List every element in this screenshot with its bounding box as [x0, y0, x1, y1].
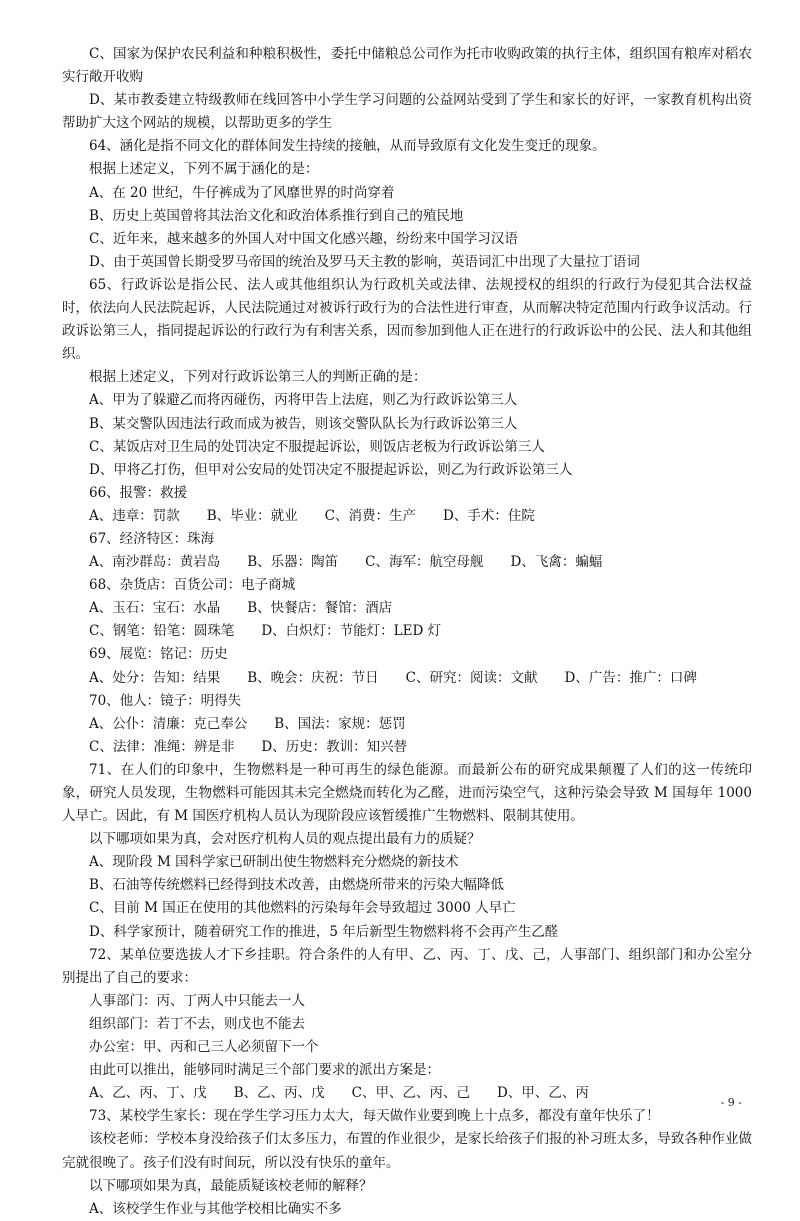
requirement-hr: 人事部门：丙、丁两人中只能去一人	[89, 992, 305, 1009]
option-d-65: D、甲将乙打伤，但甲对公安局的处罚决定不服提起诉讼，则乙为行政诉讼第三人	[89, 461, 573, 478]
question-73: 73、某校学生家长：现在学生学习压力太大，每天做作业要到晚上十点多，都没有童年快乐了！	[89, 1108, 660, 1125]
question-68: 68、杂货店：百货公司：电子商城	[89, 577, 296, 594]
question-72-prompt: 由此可以推出，能够同时满足三个部门要求的派出方案是：	[89, 1062, 440, 1079]
question-65: 65、行政诉讼是指公民、法人或其他组织认为行政机关或法律、法规授权的组织的行政行为侵犯其合法权益时，依法向人民法院起诉，人民法院通过对被诉行政行为的合法性进行审查，从而解决特定范围内行政争议活动。行政诉讼第三人，指同提起诉讼的行政行为有利害关系，因而参加到他人正在进行的行政诉讼中的公民、法人和其他组织。	[62, 276, 752, 363]
question-71: 71、在人们的印象中，生物燃料是一种可再生的绿色能源。而最新公布的研究成果颠覆了人们的这一传统印象，研究人员发现，生物燃料可能因其未完全燃烧而转化为乙醛，进而污染空气，这种污染会导致 M 国每年 1000 人早亡。因此，有 M 国医疗机构人员认为现阶段应该暂缓推广生物燃料、限制其使用。	[62, 761, 752, 825]
question-69: 69、展览：铭记：历史	[89, 646, 228, 663]
question-65-prompt: 根据上述定义，下列对行政诉讼第三人的判断正确的是：	[89, 369, 427, 386]
question-64-prompt: 根据上述定义，下列不属于涵化的是：	[89, 161, 319, 178]
question-73-prompt: 以下哪项如果为真，最能质疑该校老师的解释？	[89, 1177, 373, 1194]
option-a-73: A、该校学生作业与其他学校相比确实不多	[89, 1200, 342, 1217]
options-68-ab: A、玉石：宝石：水晶 B、快餐店：餐馆：酒店	[89, 600, 393, 617]
option-c-71: C、目前 M 国正在使用的其他燃料的污染每年会导致超过 3000 人早亡	[89, 900, 516, 917]
option-b-71: B、石油等传统燃料已经得到技术改善，由燃烧所带来的污染大幅降低	[89, 877, 504, 894]
requirement-org: 组织部门：若丁不去，则戊也不能去	[89, 1015, 305, 1032]
options-66: A、违章：罚款 B、毕业：就业 C、消费：生产 D、手术：住院	[89, 507, 535, 524]
option-d-63: D、某市教委建立特级教师在线回答中小学生学习问题的公益网站受到了学生和家长的好评，一家教育机构出资帮助扩大这个网站的规模，以帮助更多的学生	[62, 92, 752, 132]
document-body	[62, 43, 752, 1221]
option-d-71: D、科学家预计，随着研究工作的推进，5 年后新型生物燃料将不会再产生乙醛	[89, 923, 559, 940]
question-64: 64、涵化是指不同文化的群体间发生持续的接触，从而导致原有文化发生变迁的现象。	[89, 138, 606, 155]
option-c-65: C、某饭店对卫生局的处罚决定不服提起诉讼，则饭店老板为行政诉讼第三人	[89, 438, 545, 455]
option-c-63: C、国家为保护农民利益和种粮积极性，委托中储粮总公司作为托市收购政策的执行主体，组织国有粮库对稻农实行敞开收购	[62, 46, 752, 86]
question-66: 66、报警：救援	[89, 484, 188, 501]
option-a-65: A、甲为了躲避乙而将丙碰伤，丙将甲告上法庭，则乙为行政诉讼第三人	[89, 392, 518, 409]
question-70: 70、他人：镜子：明得失	[89, 692, 242, 709]
teacher-statement: 该校老师：学校本身没给孩子们太多压力，布置的作业很少，是家长给孩子们报的补习班太多，导致各种作业做完就很晚了。孩子们没有时间玩，所以没有快乐的童年。	[62, 1131, 752, 1171]
options-70-cd: C、法律：准绳：辨是非 D、历史：教训：知兴替	[89, 738, 408, 755]
options-70-ab: A、公仆：清廉：克己奉公 B、国法：家规：惩罚	[89, 715, 406, 732]
option-c-64: C、近年来，越来越多的外国人对中国文化感兴趣，纷纷来中国学习汉语	[89, 230, 518, 247]
question-72: 72、某单位要选拔人才下乡挂职。符合条件的人有甲、乙、丙、丁、戊、己，人事部门、组织部门和办公室分别提出了自己的要求：	[62, 946, 752, 986]
question-71-prompt: 以下哪项如果为真，会对医疗机构人员的观点提出最有力的质疑？	[89, 831, 481, 848]
option-b-64: B、历史上英国曾将其法治文化和政治体系推行到自己的殖民地	[89, 207, 464, 224]
options-69: A、处分：告知：结果 B、晚会：庆祝：节日 C、研究：阅读：文献 D、广告：推广：口碑	[89, 669, 697, 686]
question-67: 67、经济特区：珠海	[89, 530, 215, 547]
option-a-71: A、现阶段 M 国科学家已研制出使生物燃料充分燃烧的新技术	[89, 854, 459, 871]
requirement-office: 办公室：甲、丙和己三人必须留下一个	[89, 1039, 319, 1056]
option-a-64: A、在 20 世纪，牛仔裤成为了风靡世界的时尚穿着	[89, 184, 395, 201]
options-67: A、南沙群岛：黄岩岛 B、乐器：陶笛 C、海军：航空母舰 D、飞禽：蝙蝠	[89, 554, 603, 571]
option-b-65: B、某交警队因违法行政而成为被告，则该交警队队长为行政诉讼第三人	[89, 415, 518, 432]
option-d-64: D、由于英国曾长期受罗马帝国的统治及罗马天主教的影响，英语词汇中出现了大量拉丁语词	[89, 253, 640, 270]
page-number: - 9 -	[720, 1096, 742, 1109]
options-68-cd: C、钢笔：铅笔：圆珠笔 D、白炽灯：节能灯：LED 灯	[89, 623, 442, 640]
options-72: A、乙、丙、丁、戊 B、乙、丙、戊 C、甲、乙、丙、己 D、甲、乙、丙	[89, 1085, 589, 1102]
